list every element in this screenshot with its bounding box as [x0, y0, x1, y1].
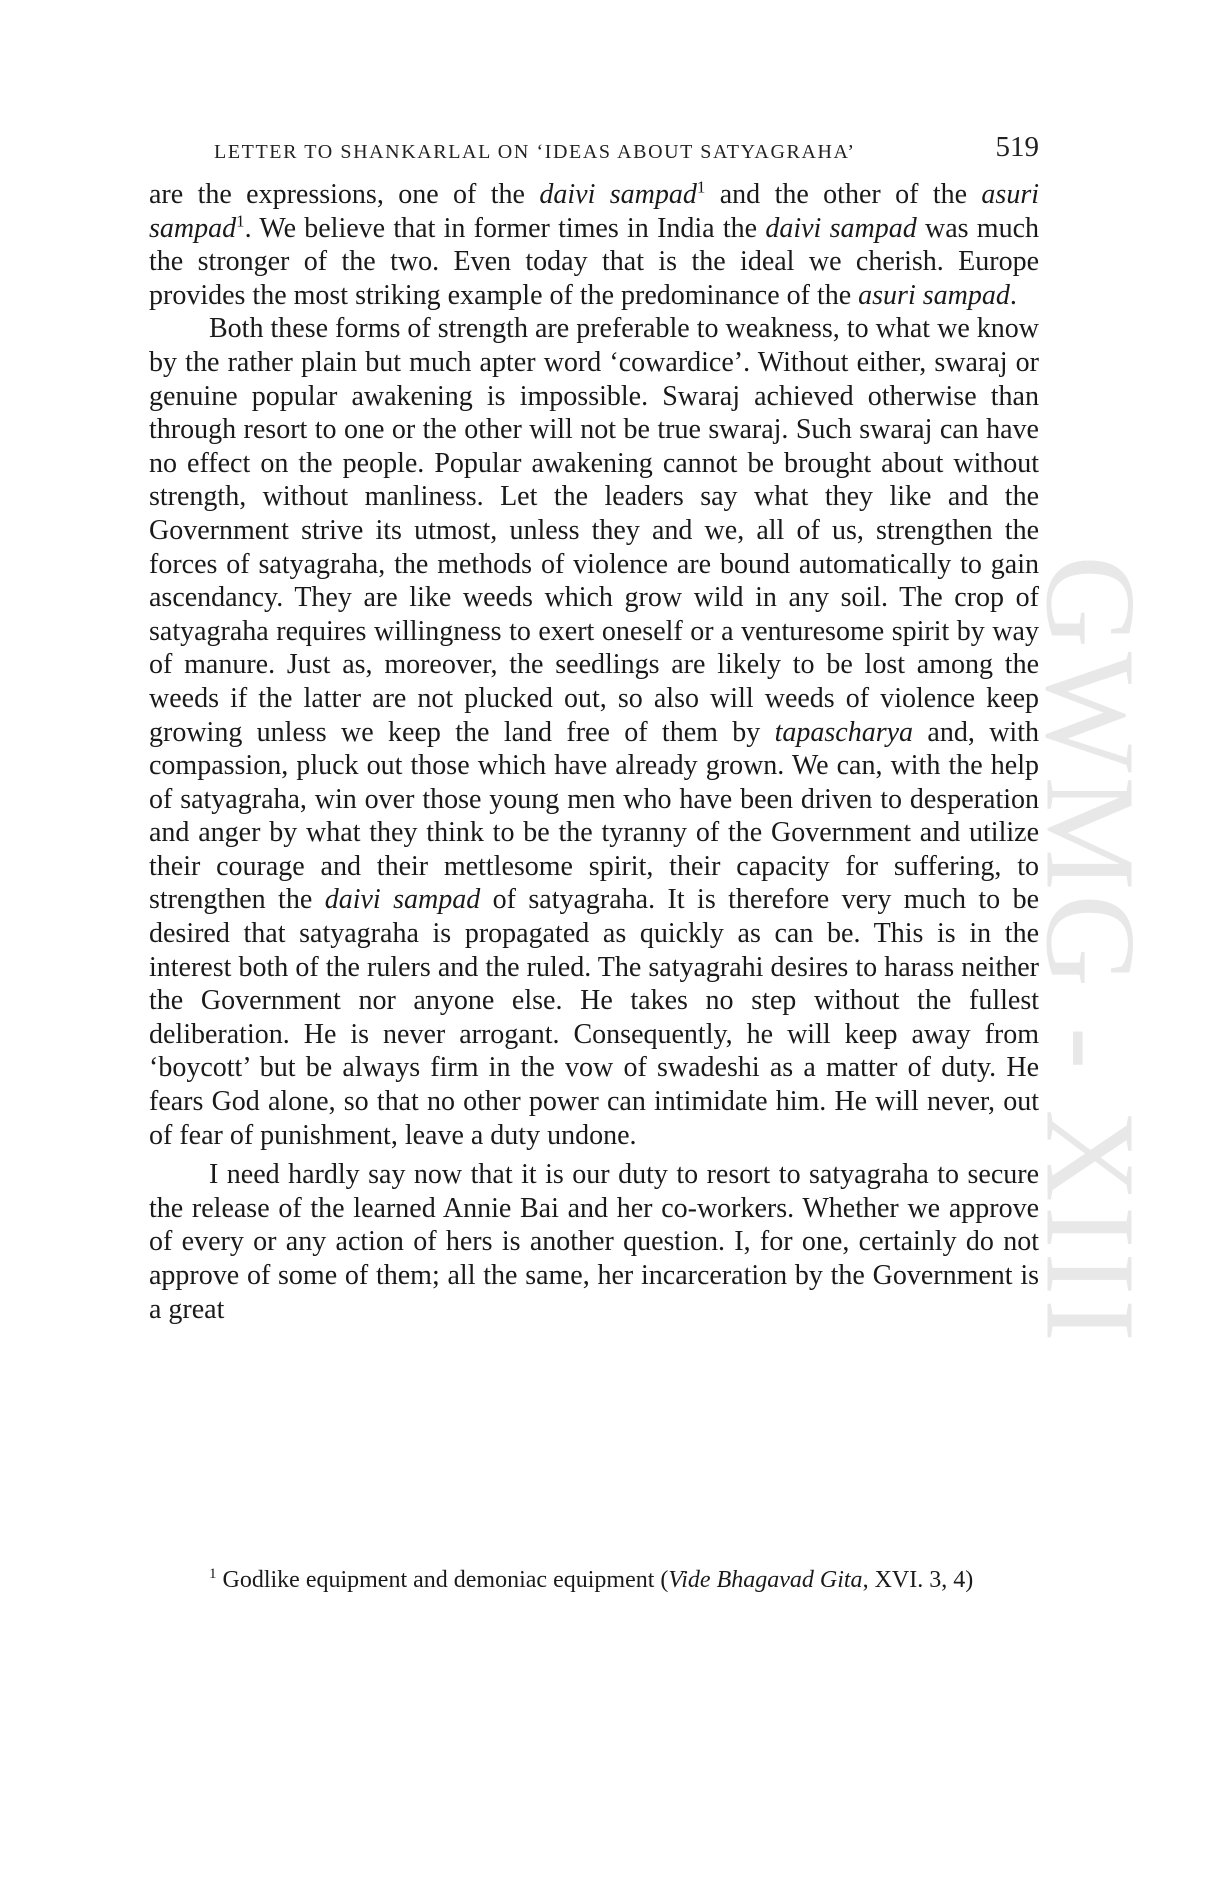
- watermark-text: GWMG - XIII: [1019, 554, 1162, 1346]
- watermark: [1019, 500, 1162, 1400]
- running-title: LETTER TO SHANKARLAL ON ‘IDEAS ABOUT SATYAGRAHA’: [214, 141, 856, 163]
- text-run: and, with compassion, pluck out those which have already grown. We can, with the help of satyagraha, win over those young men who have been driven to desperation and anger by what they think to be the tyranny of the Government and utilize their courage and their mettlesome spirit, their capacity for suffering, to strengthen the: [149, 716, 1039, 916]
- italic-term: Vide Bhagavad Gita: [668, 1567, 863, 1593]
- italic-term: daivi sampad: [324, 884, 481, 916]
- text-run: .: [1009, 279, 1017, 311]
- italic-term: asuri sampad: [149, 179, 1039, 244]
- text-run: was much the stronger of the two. Even today that is the ideal we cherish. Europe provides the most striking example of the predominance of the: [149, 212, 1039, 311]
- body-text: [149, 178, 1039, 1326]
- page-number: 519: [995, 131, 1039, 163]
- italic-term: daivi sampad: [765, 212, 917, 244]
- text-run: of satyagraha. It is therefore very much to be desired that satyagraha is propagated as quickly as can be. This is in the interest both of the rulers and the ruled. The satyagrahi desires to harass neither the Government nor anyone else. He takes no step without the fullest deliberation. He is never arrogant. Consequently, he will keep away from ‘boycott’ but be always firm in the vow of swadeshi as a matter of duty. He fears God alone, so that no other power can intimidate him. He will never, out of fear of punishment, leave a duty undone.: [149, 884, 1040, 1151]
- footnotes: [149, 1562, 1039, 1598]
- text-run: Both these forms of strength are preferable to weakness, to what we know by the rather plain but much apter word ‘cowardice’. Without either, swaraj or genuine popular awakening is impossible. Swaraj achieved otherwise than through resort to one or the other will not be true swaraj. Such swaraj can have no effect on the people. Popular awakening cannot be brought about without strength, without manliness. Let the leaders say what they like and the Government strive its utmost, unless they and we, all of us, strengthen the forces of satyagraha, the methods of violence are bound automatically to gain ascendancy. They are like weeds which grow wild in any soil. The crop of satyagraha requires willingness to exert oneself or a venturesome spirit by way of manure. Just as, moreover, the seedlings are likely to be lost among the weeds if the latter are not plucked out, so also will weeds of violence keep growing unless we keep the land free of them by: [149, 313, 1039, 748]
- text-run: I need hardly say now that it is our duty to resort to satyagraha to secure the release of the learned Annie Bai and her co-workers. Whether we approve of every or any action of hers is another question. I, for one, certainly do not approve of some of them; all the same, her incarceration by the Government is a great: [149, 1159, 1039, 1325]
- italic-term: daivi sampad: [539, 179, 697, 210]
- paragraph: [149, 1158, 1039, 1326]
- paragraph: [149, 312, 1039, 1152]
- footnote-marker: 1: [236, 211, 245, 231]
- footnote: [149, 1562, 1039, 1598]
- text-run: are the expressions, one of the: [149, 179, 540, 210]
- page-header: [214, 131, 1039, 171]
- footnote-marker: 1: [209, 1566, 217, 1582]
- text-run: , XVI. 3, 4): [862, 1567, 974, 1593]
- italic-term: asuri sampad: [858, 279, 1010, 311]
- italic-term: tapascharya: [774, 716, 914, 748]
- text-run: Godlike equipment and demoniac equipment (: [216, 1567, 669, 1593]
- footnote-marker: 1: [696, 177, 706, 197]
- text-run: . We believe that in former times in India the: [244, 212, 766, 244]
- paragraph: [149, 178, 1039, 312]
- text-run: and the other of the: [705, 179, 982, 210]
